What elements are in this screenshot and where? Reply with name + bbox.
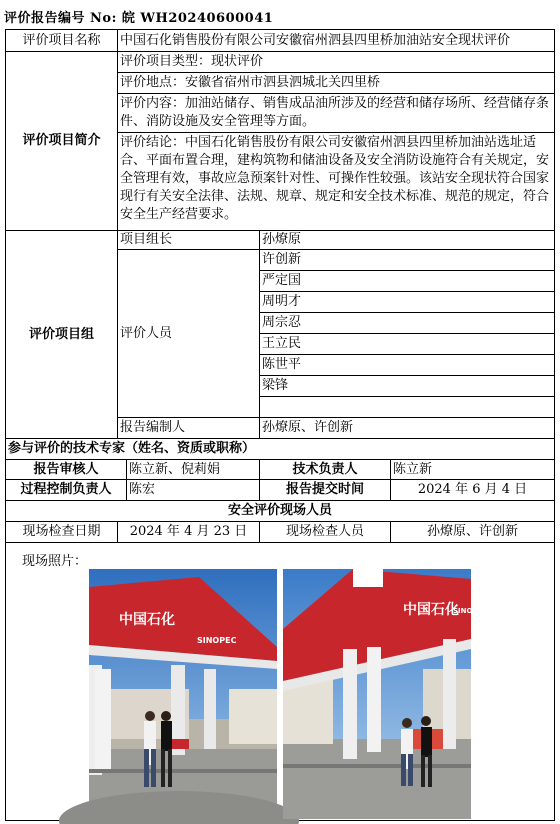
member-name: 许创新 — [260, 250, 555, 271]
submit-time-value: 2024 年 6 月 4 日 — [391, 480, 555, 501]
brand-text: SINOPEC — [453, 607, 488, 615]
project-intro-label: 评价项目简介 — [6, 52, 118, 231]
project-name-label: 评价项目名称 — [6, 30, 118, 52]
tech-lead-value: 陈立新 — [391, 460, 555, 480]
member-name: 王立民 — [260, 334, 555, 355]
submit-time-label: 报告提交时间 — [260, 480, 391, 501]
project-name-row — [6, 30, 555, 52]
inspect-staff-value: 孙燎原、许创新 — [391, 522, 555, 543]
process-control-label: 过程控制负责人 — [6, 480, 127, 501]
team-label: 评价项目组 — [6, 231, 118, 439]
project-location: 评价地点：安徽省宿州市泗县泗城北关四里桥 — [118, 72, 554, 93]
member-name: 周明才 — [260, 292, 555, 313]
project-intro-row — [6, 52, 555, 231]
evaluation-form — [5, 29, 555, 821]
member-name: 陈世平 — [260, 355, 555, 376]
editor-names: 孙燎原、许创新 — [260, 418, 555, 439]
reviewer-value: 陈立新、倪莉娟 — [127, 460, 260, 480]
site-photo-1 — [89, 569, 277, 819]
editor-label: 报告编制人 — [118, 418, 260, 439]
leader-name: 孙燎原 — [260, 231, 555, 250]
inspect-date-label: 现场检查日期 — [6, 522, 118, 543]
reviewer-label: 报告审核人 — [6, 460, 127, 480]
members-label: 评价人员 — [118, 250, 260, 418]
member-name: 严定国 — [260, 271, 555, 292]
inspect-date-value: 2024 年 4 月 23 日 — [118, 522, 260, 543]
inspect-staff-label: 现场检查人员 — [260, 522, 391, 543]
photos-cell — [6, 543, 555, 821]
process-control-value: 陈宏 — [127, 480, 260, 501]
brand-text: SINOPEC — [197, 636, 237, 645]
canopy-text: 中国石化 — [119, 612, 175, 628]
leader-label: 项目组长 — [118, 231, 260, 250]
report-number: 评价报告编号 No: 皖 WH20240600041 — [4, 11, 274, 26]
project-content: 评价内容：加油站储存、销售成品油所涉及的经营和储存场所、经营储存条件、消防设施及安全管理等方面。 — [118, 93, 554, 132]
photos-label: 现场照片： — [22, 554, 88, 569]
project-type: 评价项目类型：现状评价 — [120, 54, 264, 69]
site-photo-2 — [283, 569, 488, 819]
tech-lead-label: 技术负责人 — [260, 460, 391, 480]
site-staff-heading: 安全评价现场人员 — [6, 501, 555, 522]
member-name: 周宗忍 — [260, 313, 555, 334]
experts-heading: 参与评价的技术专家（姓名、资质或职称） — [6, 439, 555, 460]
member-name: 梁锋 — [260, 376, 555, 397]
project-name-value: 中国石化销售股份有限公司安徽宿州泗县四里桥加油站安全现状评价 — [118, 30, 555, 52]
canopy-text: 中国石化 — [403, 602, 459, 618]
member-name-empty — [260, 397, 555, 418]
project-conclusion: 评价结论：中国石化销售股份有限公司安徽宿州泗县四里桥加油站选址适合、平面布置合理，建构筑物和储油设备及安全消防设施符合有关规定，安全管理有效，事故应急预案针对性、可操作性较强。该站安全现状符合国家现行有关安全法律、法规、规章、规定和安全技术标准、规范的规定，符合安全生产经营要求。 — [118, 132, 554, 225]
